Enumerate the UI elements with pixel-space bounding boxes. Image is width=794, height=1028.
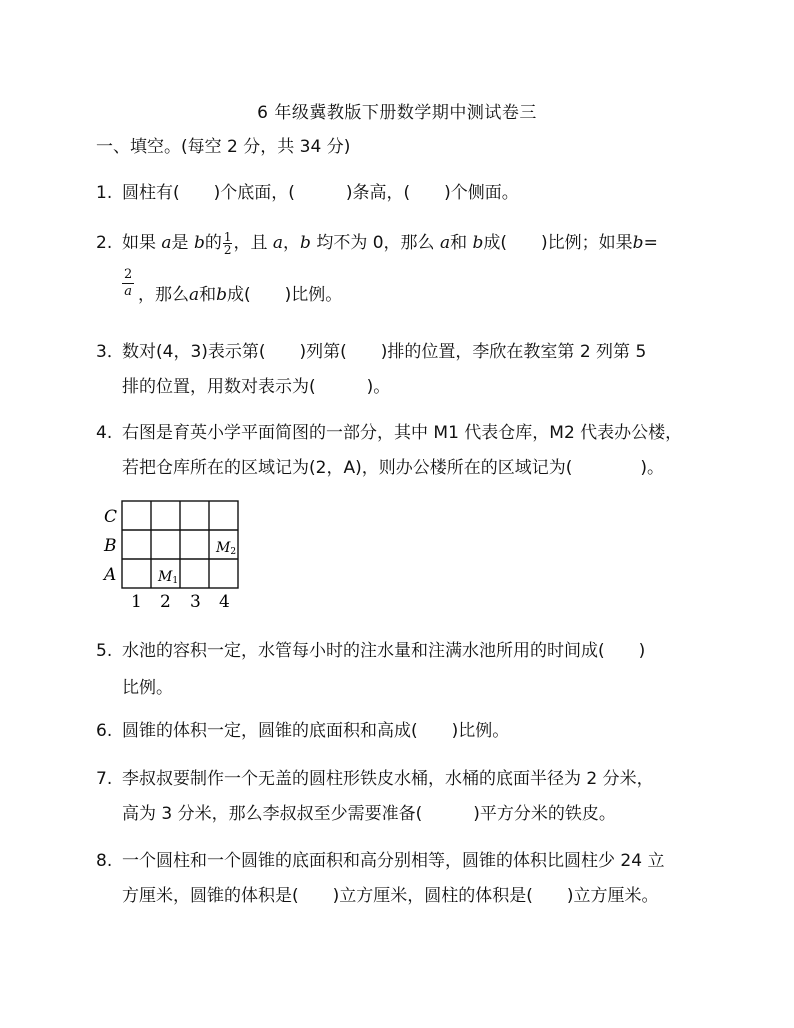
question-4-continued: 若把仓库所在的区域记为(2，A)，则办公楼所在的区域记为( )。: [122, 458, 664, 478]
question-8-continued: 方厘米，圆锥的体积是( )立方厘米，圆柱的体积是( )立方厘米。: [122, 886, 659, 906]
question-3: 3．数对(4，3)表示第( )列第( )排的位置，李欣在教室第 2 列第 5: [96, 337, 646, 362]
col-label-2: 2: [160, 592, 171, 612]
school-plan-grid: [96, 495, 276, 615]
row-label-a: A: [104, 565, 117, 585]
question-8: 8. 一个圆柱和一个圆锥的底面积和高分别相等，圆锥的体积比圆柱少 24 立: [96, 851, 665, 871]
col-label-4: 4: [219, 592, 230, 612]
question-7-continued: 高为 3 分米，那么李叔叔至少需要准备( )平方分米的铁皮。: [122, 804, 616, 824]
question-4: 4. 右图是育英小学平面简图的一部分，其中 M1 代表仓库，M2 代表办公楼，: [96, 423, 683, 443]
col-label-3: 3: [190, 592, 201, 612]
question-number: 6.: [96, 721, 113, 741]
page-title: 6 年级冀教版下册数学期中测试卷三: [257, 103, 537, 123]
question-3-continued: 排的位置，用数对表示为( )。: [122, 377, 391, 397]
fraction-one-half: $\frac{1}{2}$: [223, 229, 232, 257]
question-5: 5. 水池的容积一定，水管每小时的注水量和注满水池所用的时间成( ): [96, 641, 646, 661]
variable-a: a: [161, 233, 172, 253]
section-heading: 一、填空。(每空 2 分，共 34 分): [96, 137, 351, 157]
question-6: 6. 圆锥的体积一定，圆锥的底面积和高成( )比例。: [96, 721, 510, 741]
marker-m2: M2: [216, 540, 237, 557]
question-5-continued: 比例。: [122, 678, 173, 698]
variable-b: b: [193, 233, 205, 253]
question-1: [96, 178, 519, 203]
question-text: 圆柱有( )个底面，( )条高，( )个侧面。: [122, 183, 519, 203]
row-label-b: B: [104, 536, 117, 556]
row-label-c: C: [104, 507, 118, 527]
question-2-continued: ，那么a和b成( )比例。: [138, 285, 343, 305]
question-number: 2.: [96, 233, 113, 253]
question-7: 7. 李叔叔要制作一个无盖的圆柱形铁皮水桶，水桶的底面半径为 2 分米，: [96, 769, 654, 789]
question-number: 1.: [96, 183, 113, 203]
question-number: 3．: [96, 342, 124, 362]
question-number: 8.: [96, 851, 113, 871]
question-number: 4.: [96, 423, 113, 443]
question-number: 5.: [96, 641, 113, 661]
col-label-1: 1: [131, 592, 142, 612]
question-number: 7.: [96, 769, 113, 789]
question-2: 2. 如果 a是 b的 $\frac{1}{2}$ ，且 a，b 均不为 0，那么 a和 b成( )比例；如果b=: [96, 229, 658, 257]
fraction-two-over-a: $\frac{2}{a}$: [124, 267, 133, 299]
marker-m1: M1: [158, 569, 179, 586]
